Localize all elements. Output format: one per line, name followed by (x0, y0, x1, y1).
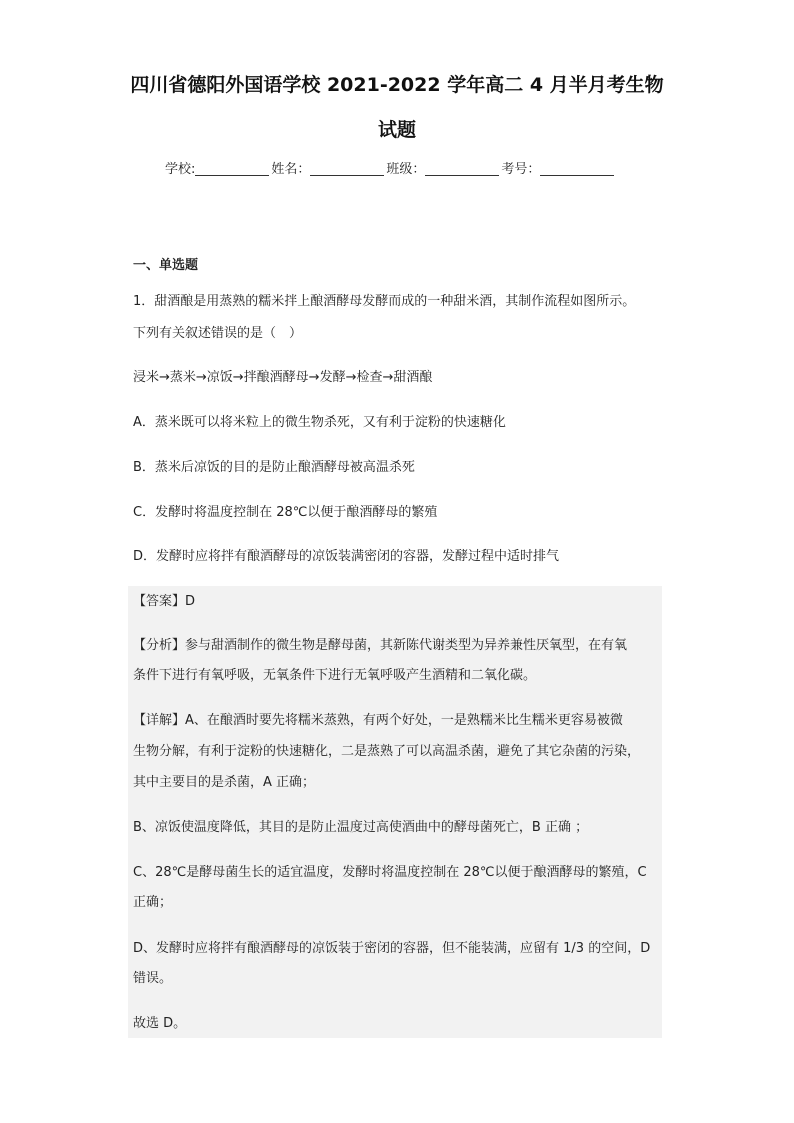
analysis-line1: 【分析】参与甜酒制作的微生物是酵母菌，其新陈代谢类型为异养兼性厌氧型，在有氧 (133, 638, 628, 653)
process-flow: 浸米→蒸米→凉饭→拌酿酒酵母→发酵→检查→甜酒酿 (133, 370, 433, 385)
conclusion: 故选 D。 (133, 1016, 187, 1031)
name-blank[interactable] (310, 161, 384, 176)
detail-d-line2: 错误。 (133, 971, 173, 986)
section-heading: 一、单选题 (133, 258, 199, 273)
class-blank[interactable] (425, 161, 499, 176)
number-label: 考号： (501, 162, 541, 177)
document-title-line1: 四川省德阳外国语学校 2021-2022 学年高二 4 月半月考生物 (130, 74, 664, 96)
school-blank[interactable] (195, 161, 269, 176)
class-label: 班级： (386, 162, 426, 177)
detail-c-line1: C、28℃是酵母菌生长的适宜温度，发酵时将温度控制在 28℃以便于酿酒酵母的繁殖，C (133, 865, 647, 880)
option-a: A．蒸米既可以将米粒上的微生物杀死，又有利于淀粉的快速糖化 (133, 415, 506, 430)
option-c: C．发酵时将温度控制在 28℃以便于酿酒酵母的繁殖 (133, 505, 438, 520)
option-b: B．蒸米后凉饭的目的是防止酿酒酵母被高温杀死 (133, 460, 415, 475)
detail-c-line2: 正确； (133, 895, 173, 910)
number-blank[interactable] (540, 161, 614, 176)
detail-d-line1: D、发酵时应将拌有酿酒酵母的凉饭装于密闭的容器，但不能装满，应留有 1/3 的空间，D (133, 941, 651, 956)
answer-key: 【答案】D (133, 594, 196, 609)
option-d: D．发酵时应将拌有酿酒酵母的凉饭装满密闭的容器，发酵过程中适时排气 (133, 549, 560, 564)
school-label: 学校: (165, 162, 196, 177)
detail-a-line1: 【详解】A、在酿酒时要先将糯米蒸熟，有两个好处，一是熟糯米比生糯米更容易被微 (133, 713, 623, 728)
name-label: 姓名： (271, 162, 311, 177)
detail-a-line2: 生物分解，有利于淀粉的快速糖化，二是蒸熟了可以高温杀菌，避免了其它杂菌的污染， (133, 744, 641, 759)
question-stem-line1: 1．甜酒酿是用蒸熟的糯米拌上酿酒酵母发酵而成的一种甜米酒，其制作流程如图所示。 (133, 294, 636, 309)
detail-b: B、凉饭使温度降低，其目的是防止温度过高使酒曲中的酵母菌死亡，B 正确 ； (133, 820, 589, 835)
detail-a-line3: 其中主要目的是杀菌，A 正确； (133, 775, 316, 790)
question-stem-line2: 下列有关叙述错误的是（ ） (133, 326, 303, 341)
student-info-row (165, 158, 616, 177)
document-title-line2: 试题 (377, 119, 416, 141)
analysis-line2: 条件下进行有氧呼吸，无氧条件下进行无氧呼吸产生酒精和二氧化碳。 (133, 668, 537, 683)
